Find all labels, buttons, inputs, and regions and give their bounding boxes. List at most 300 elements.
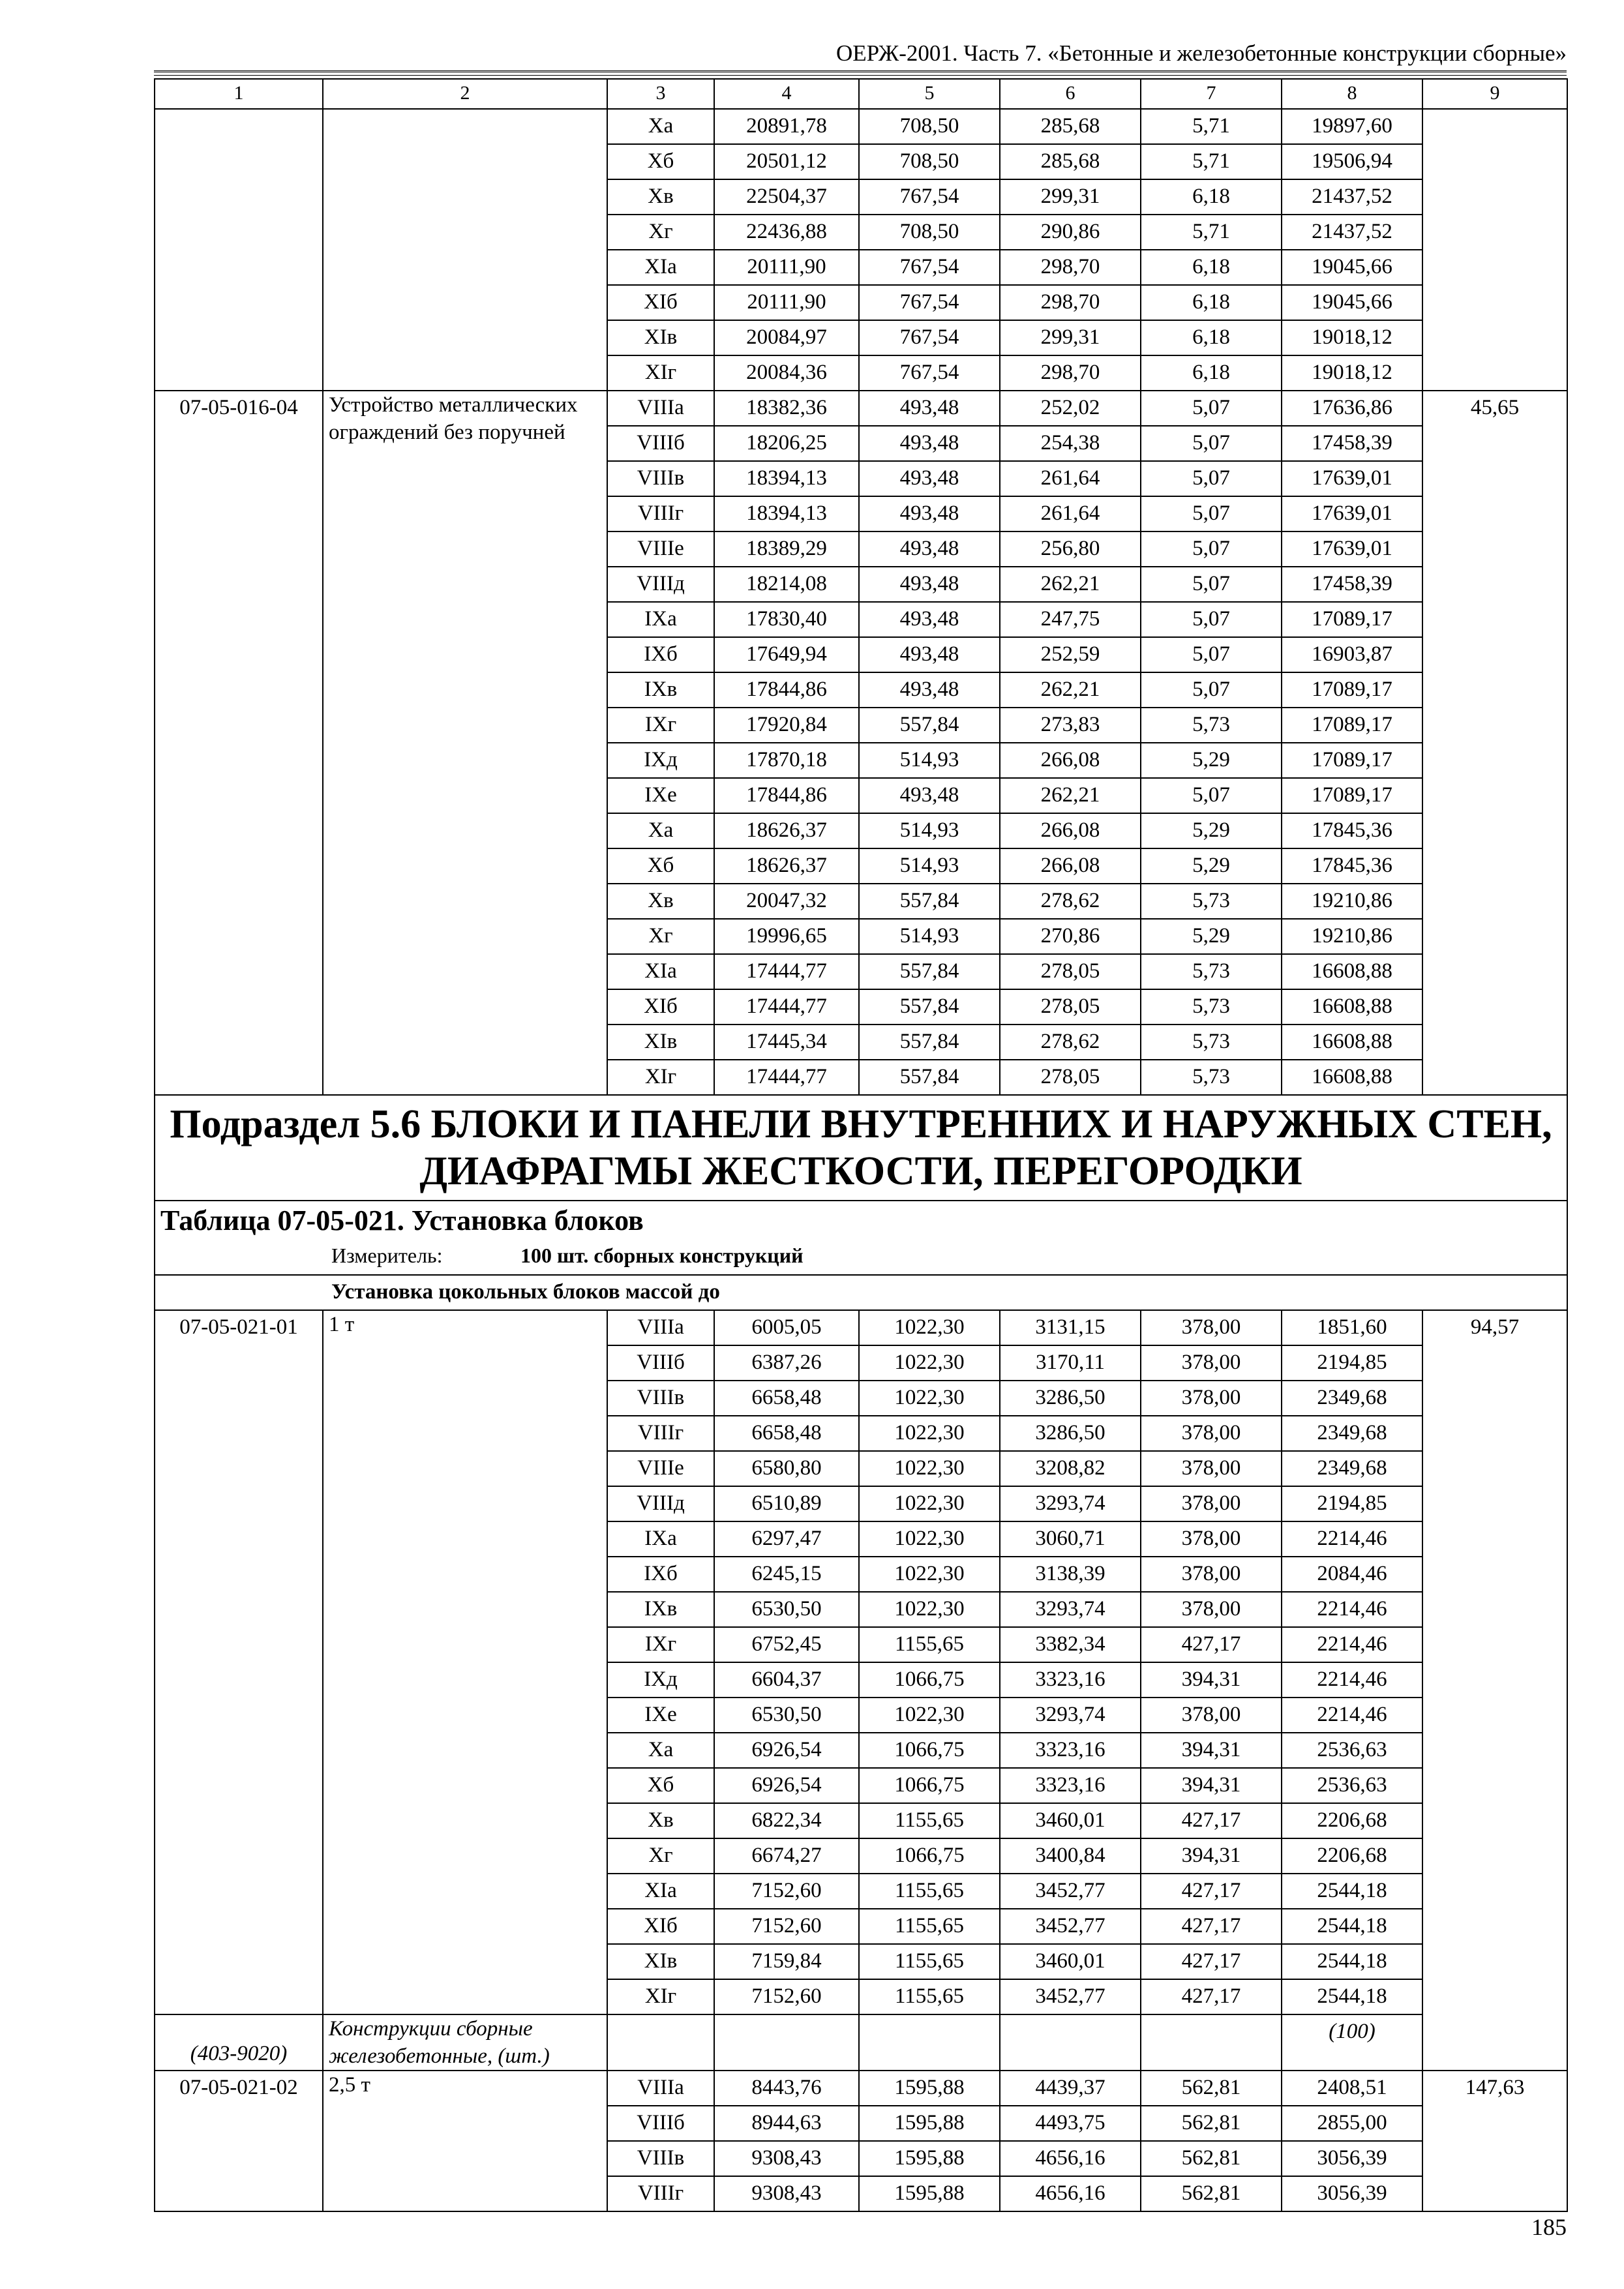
- price-cell: 6387,26: [714, 1345, 859, 1381]
- price-cell: 1022,30: [859, 1592, 1000, 1627]
- price-cell: 2544,18: [1282, 1979, 1422, 2014]
- price-cell: 378,00: [1141, 1381, 1282, 1416]
- price-cell: 557,84: [859, 1060, 1000, 1095]
- price-cell: 5,07: [1141, 496, 1282, 531]
- price-cell: 17639,01: [1282, 531, 1422, 567]
- price-cell: 17089,17: [1282, 672, 1422, 708]
- price-cell: 5,73: [1141, 1060, 1282, 1095]
- price-cell: 1022,30: [859, 1451, 1000, 1486]
- price-cell: 557,84: [859, 708, 1000, 743]
- price-cell: 493,48: [859, 391, 1000, 426]
- price-cell: 767,54: [859, 285, 1000, 320]
- price-cell: 2214,46: [1282, 1521, 1422, 1557]
- price-cell: 5,29: [1141, 743, 1282, 778]
- price-cell: 2194,85: [1282, 1486, 1422, 1521]
- region-zone-cell: VIIIв: [607, 1381, 714, 1416]
- price-cell: 5,07: [1141, 426, 1282, 461]
- price-cell: 1066,75: [859, 1768, 1000, 1803]
- price-cell: 3293,74: [1000, 1592, 1141, 1627]
- price-cell: 18394,13: [714, 461, 859, 496]
- price-cell: 17089,17: [1282, 708, 1422, 743]
- price-cell: 6,18: [1141, 285, 1282, 320]
- price-cell: 5,07: [1141, 461, 1282, 496]
- price-cell: 394,31: [1141, 1838, 1282, 1874]
- price-cell: 3293,74: [1000, 1486, 1141, 1521]
- price-cell: 17870,18: [714, 743, 859, 778]
- price-cell: 3382,34: [1000, 1627, 1141, 1662]
- price-cell: 378,00: [1141, 1310, 1282, 1345]
- price-cell: 9308,43: [714, 2141, 859, 2176]
- price-cell: 378,00: [1141, 1486, 1282, 1521]
- price-cell: 394,31: [1141, 1733, 1282, 1768]
- price-cell: 3452,77: [1000, 1909, 1141, 1944]
- price-cell: 3286,50: [1000, 1381, 1141, 1416]
- price-cell: 7152,60: [714, 1874, 859, 1909]
- region-zone-cell: IХд: [607, 1662, 714, 1698]
- price-cell: 9308,43: [714, 2176, 859, 2211]
- price-cell: 2214,46: [1282, 1662, 1422, 1698]
- page-number: 185: [1531, 2214, 1567, 2240]
- empty-cell: [1141, 2014, 1282, 2071]
- price-cell: 17636,86: [1282, 391, 1422, 426]
- price-cell: 1022,30: [859, 1381, 1000, 1416]
- region-zone-cell: VIIIд: [607, 567, 714, 602]
- item-code: 07-05-016-04: [155, 391, 323, 1095]
- price-cell: 1155,65: [859, 1944, 1000, 1979]
- price-cell: 18626,37: [714, 848, 859, 884]
- price-cell: 17089,17: [1282, 778, 1422, 813]
- price-cell: 262,21: [1000, 672, 1141, 708]
- price-cell: 4656,16: [1000, 2141, 1141, 2176]
- region-zone-cell: IХг: [607, 708, 714, 743]
- price-cell: 2084,46: [1282, 1557, 1422, 1592]
- price-cell: 514,93: [859, 813, 1000, 848]
- region-zone-cell: VIIIг: [607, 2176, 714, 2211]
- price-cell: 252,59: [1000, 637, 1141, 672]
- price-cell: 378,00: [1141, 1416, 1282, 1451]
- price-cell: 767,54: [859, 179, 1000, 215]
- price-cell: 18214,08: [714, 567, 859, 602]
- header-rule: [154, 70, 1567, 76]
- price-cell: 19210,86: [1282, 919, 1422, 954]
- region-zone-cell: Хг: [607, 919, 714, 954]
- price-cell: 5,73: [1141, 954, 1282, 989]
- price-cell: 5,29: [1141, 813, 1282, 848]
- price-cell: 17639,01: [1282, 496, 1422, 531]
- price-cell: 394,31: [1141, 1768, 1282, 1803]
- empty-cell: [714, 2014, 859, 2071]
- region-zone-cell: ХIв: [607, 320, 714, 355]
- empty-cell: [607, 2014, 714, 2071]
- price-cell: 2544,18: [1282, 1874, 1422, 1909]
- price-cell: 767,54: [859, 320, 1000, 355]
- price-cell: 1155,65: [859, 1627, 1000, 1662]
- price-cell: 3452,77: [1000, 1979, 1141, 2014]
- price-cell: 17445,34: [714, 1025, 859, 1060]
- price-cell: 18382,36: [714, 391, 859, 426]
- price-cell: 6674,27: [714, 1838, 859, 1874]
- region-zone-cell: IХв: [607, 1592, 714, 1627]
- price-cell: 5,71: [1141, 144, 1282, 179]
- price-cell: 262,21: [1000, 778, 1141, 813]
- price-cell: 6580,80: [714, 1451, 859, 1486]
- subheading-row: [155, 1275, 1567, 1310]
- empty-cell: [859, 2014, 1000, 2071]
- price-cell: 5,73: [1141, 708, 1282, 743]
- price-cell: 708,50: [859, 144, 1000, 179]
- price-cell: 2214,46: [1282, 1627, 1422, 1662]
- price-cell: 2408,51: [1282, 2071, 1422, 2106]
- price-cell: 2214,46: [1282, 1592, 1422, 1627]
- column-number: 6: [1000, 79, 1141, 109]
- column-number: 5: [859, 79, 1000, 109]
- price-cell: 16608,88: [1282, 954, 1422, 989]
- meter-cell: [155, 1240, 1567, 1275]
- price-cell: 557,84: [859, 884, 1000, 919]
- price-cell: 1066,75: [859, 1733, 1000, 1768]
- price-cell: 1595,88: [859, 2176, 1000, 2211]
- price-cell: 266,08: [1000, 813, 1141, 848]
- price-cell: 16608,88: [1282, 1060, 1422, 1095]
- region-zone-cell: Хв: [607, 884, 714, 919]
- region-zone-cell: ХIа: [607, 954, 714, 989]
- price-cell: 298,70: [1000, 355, 1141, 391]
- price-cell: 767,54: [859, 250, 1000, 285]
- price-cell: 2194,85: [1282, 1345, 1422, 1381]
- price-cell: 8443,76: [714, 2071, 859, 2106]
- price-cell: 767,54: [859, 355, 1000, 391]
- price-cell: 378,00: [1141, 1521, 1282, 1557]
- price-cell: 562,81: [1141, 2176, 1282, 2211]
- price-cell: 3323,16: [1000, 1768, 1141, 1803]
- price-cell: 2536,63: [1282, 1768, 1422, 1803]
- price-cell: 298,70: [1000, 285, 1141, 320]
- price-cell: 3056,39: [1282, 2176, 1422, 2211]
- price-cell: 493,48: [859, 531, 1000, 567]
- price-cell: 6510,89: [714, 1486, 859, 1521]
- price-cell: 285,68: [1000, 144, 1141, 179]
- price-cell: 17089,17: [1282, 602, 1422, 637]
- price-cell: 5,73: [1141, 884, 1282, 919]
- price-cell: 427,17: [1141, 1803, 1282, 1838]
- price-cell: 5,73: [1141, 989, 1282, 1025]
- price-cell: 19045,66: [1282, 285, 1422, 320]
- price-cell: 1022,30: [859, 1310, 1000, 1345]
- column-number: 9: [1422, 79, 1567, 109]
- region-zone-cell: ХIг: [607, 1979, 714, 2014]
- price-cell: 3056,39: [1282, 2141, 1422, 2176]
- column-number: 1: [155, 79, 323, 109]
- price-cell: 262,21: [1000, 567, 1141, 602]
- price-cell: 17845,36: [1282, 813, 1422, 848]
- price-cell: 16608,88: [1282, 1025, 1422, 1060]
- price-cell: 378,00: [1141, 1698, 1282, 1733]
- item-name: 1 т: [323, 1310, 607, 2014]
- price-cell: 2544,18: [1282, 1944, 1422, 1979]
- price-cell: 18389,29: [714, 531, 859, 567]
- price-cell: 557,84: [859, 989, 1000, 1025]
- price-cell: 278,62: [1000, 884, 1141, 919]
- price-cell: 394,31: [1141, 1662, 1282, 1698]
- price-cell: 2349,68: [1282, 1451, 1422, 1486]
- resource-code: (403-9020): [155, 2014, 323, 2071]
- table-row: [155, 1310, 1567, 1345]
- price-cell: 5,71: [1141, 215, 1282, 250]
- price-cell: 273,83: [1000, 708, 1141, 743]
- region-zone-cell: IХд: [607, 743, 714, 778]
- price-cell: 19506,94: [1282, 144, 1422, 179]
- price-cell: 3060,71: [1000, 1521, 1141, 1557]
- price-cell: 17649,94: [714, 637, 859, 672]
- region-zone-cell: VIIIб: [607, 2106, 714, 2141]
- price-cell: 493,48: [859, 426, 1000, 461]
- price-cell: 562,81: [1141, 2141, 1282, 2176]
- price-cell: 266,08: [1000, 743, 1141, 778]
- price-cell: 6,18: [1141, 355, 1282, 391]
- price-cell: 2206,68: [1282, 1803, 1422, 1838]
- region-zone-cell: VIIIе: [607, 531, 714, 567]
- price-cell: 254,38: [1000, 426, 1141, 461]
- price-cell: 1595,88: [859, 2071, 1000, 2106]
- price-cell: 7152,60: [714, 1979, 859, 2014]
- price-cell: 493,48: [859, 496, 1000, 531]
- region-zone-cell: IХг: [607, 1627, 714, 1662]
- price-cell: 19996,65: [714, 919, 859, 954]
- resource-note-row: [155, 2014, 1567, 2071]
- price-cell: 5,07: [1141, 637, 1282, 672]
- region-zone-cell: IХб: [607, 637, 714, 672]
- price-cell: 252,02: [1000, 391, 1141, 426]
- price-cell: 21437,52: [1282, 179, 1422, 215]
- price-cell: 19897,60: [1282, 109, 1422, 144]
- column-number: 4: [714, 79, 859, 109]
- price-cell: 1022,30: [859, 1557, 1000, 1592]
- price-cell: 3452,77: [1000, 1874, 1141, 1909]
- price-cell: 17844,86: [714, 778, 859, 813]
- price-cell: 2855,00: [1282, 2106, 1422, 2141]
- price-cell: 3293,74: [1000, 1698, 1141, 1733]
- section-row: [155, 1095, 1567, 1201]
- region-zone-cell: IХв: [607, 672, 714, 708]
- price-cell: 378,00: [1141, 1345, 1282, 1381]
- price-cell: 22436,88: [714, 215, 859, 250]
- price-cell: 256,80: [1000, 531, 1141, 567]
- price-cell: 20501,12: [714, 144, 859, 179]
- price-cell: 278,05: [1000, 989, 1141, 1025]
- region-zone-cell: VIIIа: [607, 1310, 714, 1345]
- price-cell: 3400,84: [1000, 1838, 1141, 1874]
- table-body: [155, 79, 1567, 2211]
- price-cell: 493,48: [859, 567, 1000, 602]
- price-cell: 6822,34: [714, 1803, 859, 1838]
- price-cell: 427,17: [1141, 1627, 1282, 1662]
- price-cell: 18626,37: [714, 813, 859, 848]
- region-zone-cell: Хв: [607, 179, 714, 215]
- price-cell: 427,17: [1141, 1909, 1282, 1944]
- price-cell: 261,64: [1000, 461, 1141, 496]
- empty-cell: [1000, 2014, 1141, 2071]
- region-zone-cell: IХе: [607, 778, 714, 813]
- price-cell: 299,31: [1000, 320, 1141, 355]
- price-table: [154, 78, 1568, 2212]
- price-cell: 17444,77: [714, 954, 859, 989]
- price-cell: 6658,48: [714, 1416, 859, 1451]
- price-cell: 7152,60: [714, 1909, 859, 1944]
- price-cell: 1022,30: [859, 1486, 1000, 1521]
- price-cell: 298,70: [1000, 250, 1141, 285]
- price-cell: 427,17: [1141, 1874, 1282, 1909]
- price-cell: 1155,65: [859, 1803, 1000, 1838]
- item-code: 07-05-021-01: [155, 1310, 323, 2014]
- price-cell: 493,48: [859, 778, 1000, 813]
- price-cell: 5,07: [1141, 391, 1282, 426]
- price-cell: 3131,15: [1000, 1310, 1141, 1345]
- price-cell: 5,07: [1141, 672, 1282, 708]
- region-zone-cell: ХIг: [607, 1060, 714, 1095]
- price-cell: 5,07: [1141, 602, 1282, 637]
- price-cell: 290,86: [1000, 215, 1141, 250]
- price-cell: 17844,86: [714, 672, 859, 708]
- price-cell: 5,07: [1141, 778, 1282, 813]
- price-cell: 4439,37: [1000, 2071, 1141, 2106]
- region-zone-cell: VIIIг: [607, 1416, 714, 1451]
- price-cell: 1851,60: [1282, 1310, 1422, 1345]
- item-col9: 147,63: [1422, 2071, 1567, 2211]
- price-cell: 17845,36: [1282, 848, 1422, 884]
- price-cell: 278,05: [1000, 1060, 1141, 1095]
- price-cell: 1066,75: [859, 1838, 1000, 1874]
- price-cell: 3138,39: [1000, 1557, 1141, 1592]
- price-cell: 22504,37: [714, 179, 859, 215]
- price-cell: 285,68: [1000, 109, 1141, 144]
- region-zone-cell: ХIа: [607, 250, 714, 285]
- meter-row: [155, 1240, 1567, 1275]
- price-cell: 1022,30: [859, 1521, 1000, 1557]
- region-zone-cell: ХIв: [607, 1025, 714, 1060]
- price-cell: 8944,63: [714, 2106, 859, 2141]
- price-cell: 19210,86: [1282, 884, 1422, 919]
- region-zone-cell: ХIв: [607, 1944, 714, 1979]
- price-cell: 6,18: [1141, 250, 1282, 285]
- price-cell: 3286,50: [1000, 1416, 1141, 1451]
- price-cell: 18394,13: [714, 496, 859, 531]
- price-cell: 17458,39: [1282, 567, 1422, 602]
- table-title-row: [155, 1201, 1567, 1240]
- column-number: 3: [607, 79, 714, 109]
- item-name: Устройство металлических ограждений без поручней: [323, 391, 607, 1095]
- price-cell: 5,73: [1141, 1025, 1282, 1060]
- region-zone-cell: IХе: [607, 1698, 714, 1733]
- region-zone-cell: Ха: [607, 109, 714, 144]
- price-cell: 1022,30: [859, 1416, 1000, 1451]
- price-cell: 378,00: [1141, 1592, 1282, 1627]
- region-zone-cell: VIIIа: [607, 391, 714, 426]
- column-number: 8: [1282, 79, 1422, 109]
- price-cell: 4656,16: [1000, 2176, 1141, 2211]
- price-cell: 493,48: [859, 672, 1000, 708]
- price-cell: 1066,75: [859, 1662, 1000, 1698]
- price-cell: 3323,16: [1000, 1733, 1141, 1768]
- region-zone-cell: Хв: [607, 1803, 714, 1838]
- price-cell: 6530,50: [714, 1592, 859, 1627]
- price-cell: 6297,47: [714, 1521, 859, 1557]
- item-col9: 45,65: [1422, 391, 1567, 1095]
- region-zone-cell: VIIIг: [607, 496, 714, 531]
- region-zone-cell: ХIг: [607, 355, 714, 391]
- price-cell: 514,93: [859, 919, 1000, 954]
- price-cell: 1022,30: [859, 1698, 1000, 1733]
- price-cell: 1595,88: [859, 2106, 1000, 2141]
- running-header: ОЕРЖ-2001. Часть 7. «Бетонные и железобетонные конструкции сборные»: [836, 40, 1567, 66]
- region-zone-cell: ХIб: [607, 285, 714, 320]
- price-cell: 3170,11: [1000, 1345, 1141, 1381]
- price-cell: 17639,01: [1282, 461, 1422, 496]
- region-zone-cell: ХIа: [607, 1874, 714, 1909]
- region-zone-cell: IХб: [607, 1557, 714, 1592]
- price-cell: 270,86: [1000, 919, 1141, 954]
- region-zone-cell: VIIIв: [607, 461, 714, 496]
- table-row: [155, 391, 1567, 426]
- price-cell: 378,00: [1141, 1451, 1282, 1486]
- price-cell: 1155,65: [859, 1909, 1000, 1944]
- price-cell: 18206,25: [714, 426, 859, 461]
- region-zone-cell: Ха: [607, 813, 714, 848]
- price-cell: 1155,65: [859, 1979, 1000, 2014]
- price-cell: 6658,48: [714, 1381, 859, 1416]
- price-cell: 3323,16: [1000, 1662, 1141, 1698]
- price-cell: 6926,54: [714, 1768, 859, 1803]
- price-cell: 20084,36: [714, 355, 859, 391]
- region-zone-cell: VIIIд: [607, 1486, 714, 1521]
- price-cell: 17458,39: [1282, 426, 1422, 461]
- region-zone-cell: Хб: [607, 144, 714, 179]
- column-number: 2: [323, 79, 607, 109]
- price-cell: 6926,54: [714, 1733, 859, 1768]
- price-cell: 3208,82: [1000, 1451, 1141, 1486]
- price-cell: 6752,45: [714, 1627, 859, 1662]
- price-cell: 493,48: [859, 602, 1000, 637]
- price-cell: 427,17: [1141, 1979, 1282, 2014]
- code-cell-empty: [155, 109, 323, 391]
- table-row: [155, 2071, 1567, 2106]
- price-cell: 514,93: [859, 848, 1000, 884]
- price-cell: 278,05: [1000, 954, 1141, 989]
- price-cell: 2349,68: [1282, 1381, 1422, 1416]
- region-zone-cell: VIIIб: [607, 426, 714, 461]
- price-cell: 261,64: [1000, 496, 1141, 531]
- column-number: 7: [1141, 79, 1282, 109]
- price-cell: 708,50: [859, 215, 1000, 250]
- price-cell: 17444,77: [714, 1060, 859, 1095]
- table-row: [155, 109, 1567, 144]
- price-cell: 266,08: [1000, 848, 1141, 884]
- column-number-row: [155, 79, 1567, 109]
- price-cell: 2214,46: [1282, 1698, 1422, 1733]
- price-cell: 20084,97: [714, 320, 859, 355]
- price-cell: 5,07: [1141, 531, 1282, 567]
- region-zone-cell: VIIIб: [607, 1345, 714, 1381]
- price-cell: 3460,01: [1000, 1944, 1141, 1979]
- price-cell: 562,81: [1141, 2106, 1282, 2141]
- price-cell: 17089,17: [1282, 743, 1422, 778]
- price-cell: 2536,63: [1282, 1733, 1422, 1768]
- region-zone-cell: VIIIа: [607, 2071, 714, 2106]
- price-cell: 708,50: [859, 109, 1000, 144]
- price-cell: 557,84: [859, 954, 1000, 989]
- price-cell: 5,07: [1141, 567, 1282, 602]
- resource-name: Конструкции сборные железобетонные, (шт.): [323, 2014, 607, 2071]
- region-zone-cell: Хб: [607, 1768, 714, 1803]
